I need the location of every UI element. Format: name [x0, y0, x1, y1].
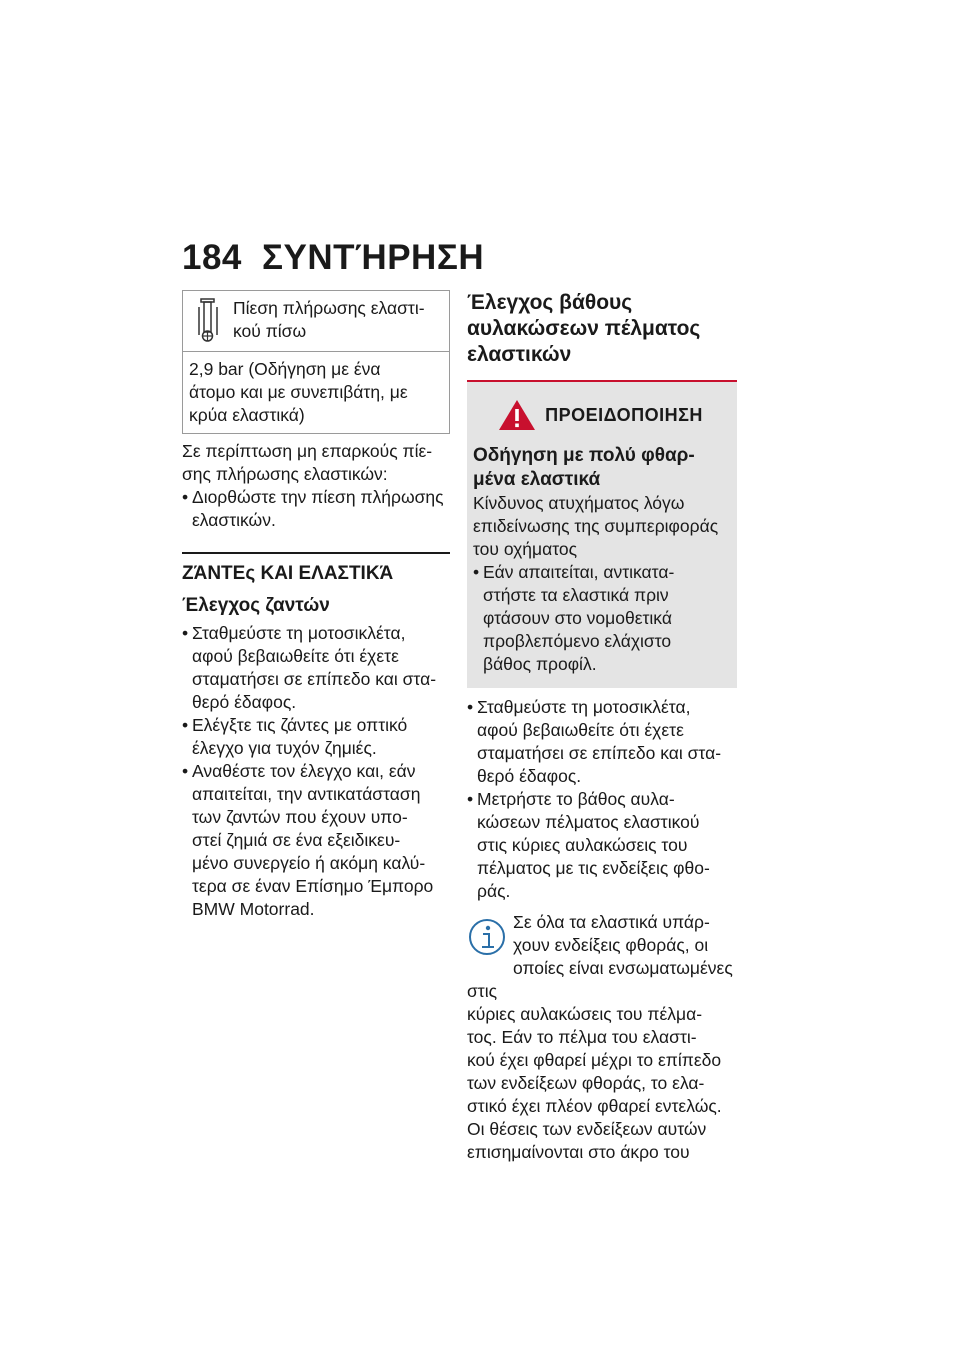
text-line: Οδήγηση με πολύ φθαρ-: [473, 445, 695, 466]
text-line: Οι θέσεις των ενδείξεων αυτών: [467, 1119, 707, 1139]
text-line: θερό έδαφος.: [477, 766, 582, 786]
info-note: [467, 911, 737, 1164]
text-line: ελαστικών.: [192, 510, 276, 530]
text-line: ράς.: [477, 881, 511, 901]
text-line: BMW Motorrad.: [192, 899, 315, 919]
text-line: βάθος προφίλ.: [483, 654, 597, 674]
text-line: Ελέγξτε τις ζάντες με οπτικό: [192, 715, 408, 735]
text-line: κώσεων πέλματος ελαστικού: [477, 812, 700, 832]
section-divider: [182, 552, 450, 554]
list-item: [182, 714, 450, 760]
text-line: κού έχει φθαρεί μέχρι το επίπεδο: [467, 1050, 722, 1070]
text-line: επιδείνωσης της συμπεριφοράς: [473, 516, 719, 536]
text-line: φτάσουν στο νομοθετικά: [483, 608, 672, 628]
bullet-icon: •: [473, 562, 480, 582]
text-line: χουν ενδείξεις φθοράς, οι: [513, 935, 709, 955]
section-heading: [467, 290, 737, 368]
spec-value-line: 2,9 bar (Οδήγηση με ένα: [189, 359, 381, 379]
list-item: [182, 486, 450, 532]
warning-header: [473, 392, 727, 438]
info-icon: [467, 915, 507, 959]
warning-box: [467, 382, 737, 688]
text-line: Σταθμεύστε τη μοτοσικλέτα,: [192, 623, 406, 643]
left-column: [182, 290, 450, 921]
spec-title-line: κού πίσω: [233, 321, 307, 341]
bullet-icon: •: [182, 715, 189, 735]
text-line: των ζαντών που έχουν υπο-: [192, 807, 408, 827]
text-line: επισημαίνονται στο άκρο του: [467, 1142, 690, 1162]
section-heading: ΖΆΝΤΕς ΚΑΙ ΕΛΑΣΤΙΚΆ: [182, 563, 394, 584]
pressure-paragraph: [182, 440, 450, 486]
bullet-icon: •: [182, 623, 189, 643]
text-line: πέλματος με τις ενδείξεις φθο-: [477, 858, 710, 878]
text-line: στήστε τα ελαστικά πριν: [483, 585, 669, 605]
page-header: [182, 238, 484, 278]
text-line: μένο συνεργείο ή ακόμη καλύ-: [192, 853, 426, 873]
spec-box: [182, 290, 450, 434]
list-item: [467, 788, 737, 903]
list-item: [182, 622, 450, 714]
list-item: [182, 760, 450, 921]
bullet-icon: •: [467, 789, 474, 809]
heading-line: Έλεγχος βάθους: [467, 291, 633, 314]
text-line: Σε περίπτωση μη επαρκούς πίε-: [182, 441, 433, 461]
text-line: των ενδείξεων φθοράς, το ελα-: [467, 1073, 705, 1093]
warning-triangle-icon: [497, 398, 537, 432]
spec-header: [183, 291, 449, 352]
subheading: Έλεγχος ζαντών: [182, 595, 330, 616]
heading-line: ελαστικών: [467, 343, 572, 366]
text-line: σταματήσει σε επίπεδο και στα-: [192, 669, 437, 689]
text-line: έλεγχο για τυχόν ζημιές.: [192, 738, 377, 758]
text-line: αφού βεβαιωθείτε ότι έχετε: [477, 720, 684, 740]
bullet-icon: •: [467, 697, 474, 717]
text-line: μένα ελαστικά: [473, 469, 601, 490]
text-line: τερα σε έναν Επίσημο Έμπορο: [192, 876, 434, 896]
spec-title-line: Πίεση πλήρωσης ελαστι-: [233, 298, 425, 318]
text-line: Σταθμεύστε τη μοτοσικλέτα,: [477, 697, 691, 717]
bullet-icon: •: [182, 761, 189, 781]
spec-title: [233, 297, 425, 343]
text-line: οποίες είναι ενσωματωμένες στις: [467, 958, 733, 1001]
text-line: Κίνδυνος ατυχήματος λόγω: [473, 493, 685, 513]
text-line: Εάν απαιτείται, αντικατα-: [483, 562, 675, 582]
spec-value: [183, 352, 449, 433]
text-line: αφού βεβαιωθείτε ότι έχετε: [192, 646, 399, 666]
text-line: στικό έχει πλέον φθαρεί εντελώς.: [467, 1096, 722, 1116]
bullet-icon: •: [182, 487, 189, 507]
warning-text: [473, 492, 727, 561]
text-line: Αναθέστε τον έλεγχο και, εάν: [192, 761, 416, 781]
page-number: 184: [182, 238, 242, 277]
text-line: θερό έδαφος.: [192, 692, 297, 712]
text-line: σταματήσει σε επίπεδο και στα-: [477, 743, 722, 763]
text-line: σης πλήρωσης ελαστικών:: [182, 464, 388, 484]
warning-title: ΠΡΟΕΙΔΟΠΟΙΗΣΗ: [545, 404, 703, 425]
warning-subtitle: [473, 444, 727, 492]
text-line: Διορθώστε την πίεση πλήρωσης: [192, 487, 444, 507]
heading-line: αυλακώσεων πέλματος: [467, 317, 701, 340]
text-line: στις κύριες αυλακώσεις του: [477, 835, 688, 855]
section-title: ΣΥΝΤΉΡΗΣΗ: [262, 238, 485, 277]
right-column: [467, 290, 737, 1164]
list-item: [473, 561, 727, 676]
spec-value-line: κρύα ελαστικά): [189, 405, 305, 425]
text-line: απαιτείται, την αντικατάσταση: [192, 784, 421, 804]
list-item: [467, 696, 737, 788]
text-line: Σε όλα τα ελαστικά υπάρ-: [513, 912, 710, 932]
text-line: του οχήματος: [473, 539, 578, 559]
text-line: κύριες αυλακώσεις του πέλμα-: [467, 1004, 703, 1024]
text-line: τος. Εάν το πέλμα του ελαστι-: [467, 1027, 697, 1047]
spec-value-line: άτομο και με συνεπιβάτη, με: [189, 382, 408, 402]
text-line: Μετρήστε το βάθος αυλα-: [477, 789, 675, 809]
text-line: στεί ζημιά σε ένα εξειδικευ-: [192, 830, 401, 850]
tire-pressure-icon: [193, 297, 223, 345]
text-line: προβλεπόμενο ελάχιστο: [483, 631, 672, 651]
